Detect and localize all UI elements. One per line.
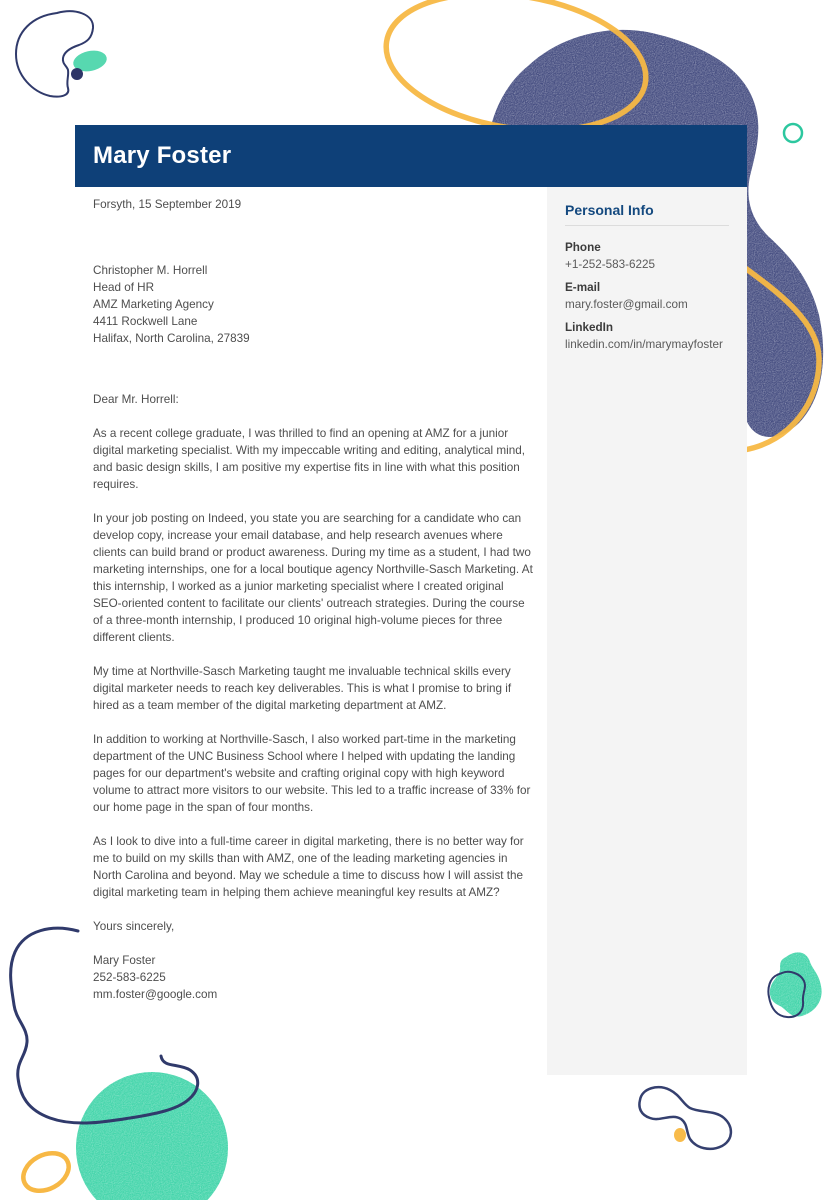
personal-info-sidebar <box>547 187 747 1075</box>
salutation: Dear Mr. Horrell: <box>93 393 179 406</box>
info-item-phone <box>565 239 729 273</box>
recipient-line: AMZ Marketing Agency <box>93 298 214 311</box>
info-item-email <box>565 279 729 313</box>
info-label: Phone <box>565 241 601 254</box>
recipient-line: 4411 Rockwell Lane <box>93 315 198 328</box>
info-value: linkedin.com/in/marymayfoster <box>565 338 723 351</box>
signature-block <box>93 952 533 1003</box>
letter-paragraph: My time at Northville-Sasch Marketing taught me invaluable technical skills every digital marketer needs to reach key deliverables. This is what I promise to bring if hired as a team member of the digital marketing department at AMZ. <box>93 665 512 712</box>
letter-paragraph: As I look to dive into a full-time career in digital marketing, there is no better way for me to build on my skills than with AMZ, one of the leading marketing agencies in North Carolina and beyond. May we schedule a time to discuss how I will assist the digital marketing team in helping them achieve meaningful key results at AMZ? <box>93 835 524 899</box>
teal-ring-decoration <box>784 124 802 142</box>
signature-phone: 252-583-6225 <box>93 971 166 984</box>
recipient-line: Head of HR <box>93 281 155 294</box>
peanut-outline-decoration <box>639 1087 731 1149</box>
letter-body <box>93 196 533 1003</box>
info-label: E-mail <box>565 281 601 294</box>
yellow-dot-decoration <box>674 1128 686 1142</box>
letter-date: Forsyth, 15 September 2019 <box>93 198 242 211</box>
info-label: LinkedIn <box>565 321 614 334</box>
letter-paragraph: In addition to working at Northville-Sasch, I also worked part-time in the marketing department of the UNC Business School where I helped with updating the landing pages for our department's website and crafting original copy with high keyword volume to attract more visitors to our website. This led to a traffic increase of 33% for our home page in the span of four months. <box>93 733 531 814</box>
signature-name: Mary Foster <box>93 954 156 967</box>
recipient-block <box>93 262 533 347</box>
info-value: mary.foster@gmail.com <box>565 298 688 311</box>
closing: Yours sincerely, <box>93 920 175 933</box>
recipient-line: Christopher M. Horrell <box>93 264 208 277</box>
signature-email: mm.foster@google.com <box>93 988 218 1001</box>
teal-circle-decoration-bottom-left <box>76 1072 228 1200</box>
candidate-name: Mary Foster <box>93 142 232 169</box>
recipient-line: Halifax, North Carolina, 27839 <box>93 332 250 345</box>
yellow-oval-decoration <box>17 1146 75 1199</box>
teal-blob-decoration-bottom-right <box>770 952 822 1016</box>
name-banner <box>75 125 747 187</box>
sidebar-title: Personal Info <box>565 202 654 218</box>
navy-dot-decoration <box>71 68 83 80</box>
info-value: +1-252-583-6225 <box>565 258 656 271</box>
letter-paragraph: As a recent college graduate, I was thrilled to find an opening at AMZ for a junior digital marketing specialist. With my impeccable writing and editing, analytical mind, and basic design skills, I am positive my expertise fits in line with what this position requires. <box>93 427 525 491</box>
letter-paragraph: In your job posting on Indeed, you state you are searching for a candidate who can develop copy, increase your email database, and help research avenues where clients can build brand or product awareness. During my time as a student, I had two marketing internships, one for a local boutique agency Northville-Sasch Marketing. At this internship, I worked as a junior marketing specialist where I created original SEO-oriented content to facilitate our clients' outreach strategies. During the course of a three-month internship, I produced 10 original high-volume pieces for three different clients. <box>93 512 533 644</box>
info-item-linkedin <box>565 319 729 353</box>
sidebar-divider <box>565 225 729 226</box>
